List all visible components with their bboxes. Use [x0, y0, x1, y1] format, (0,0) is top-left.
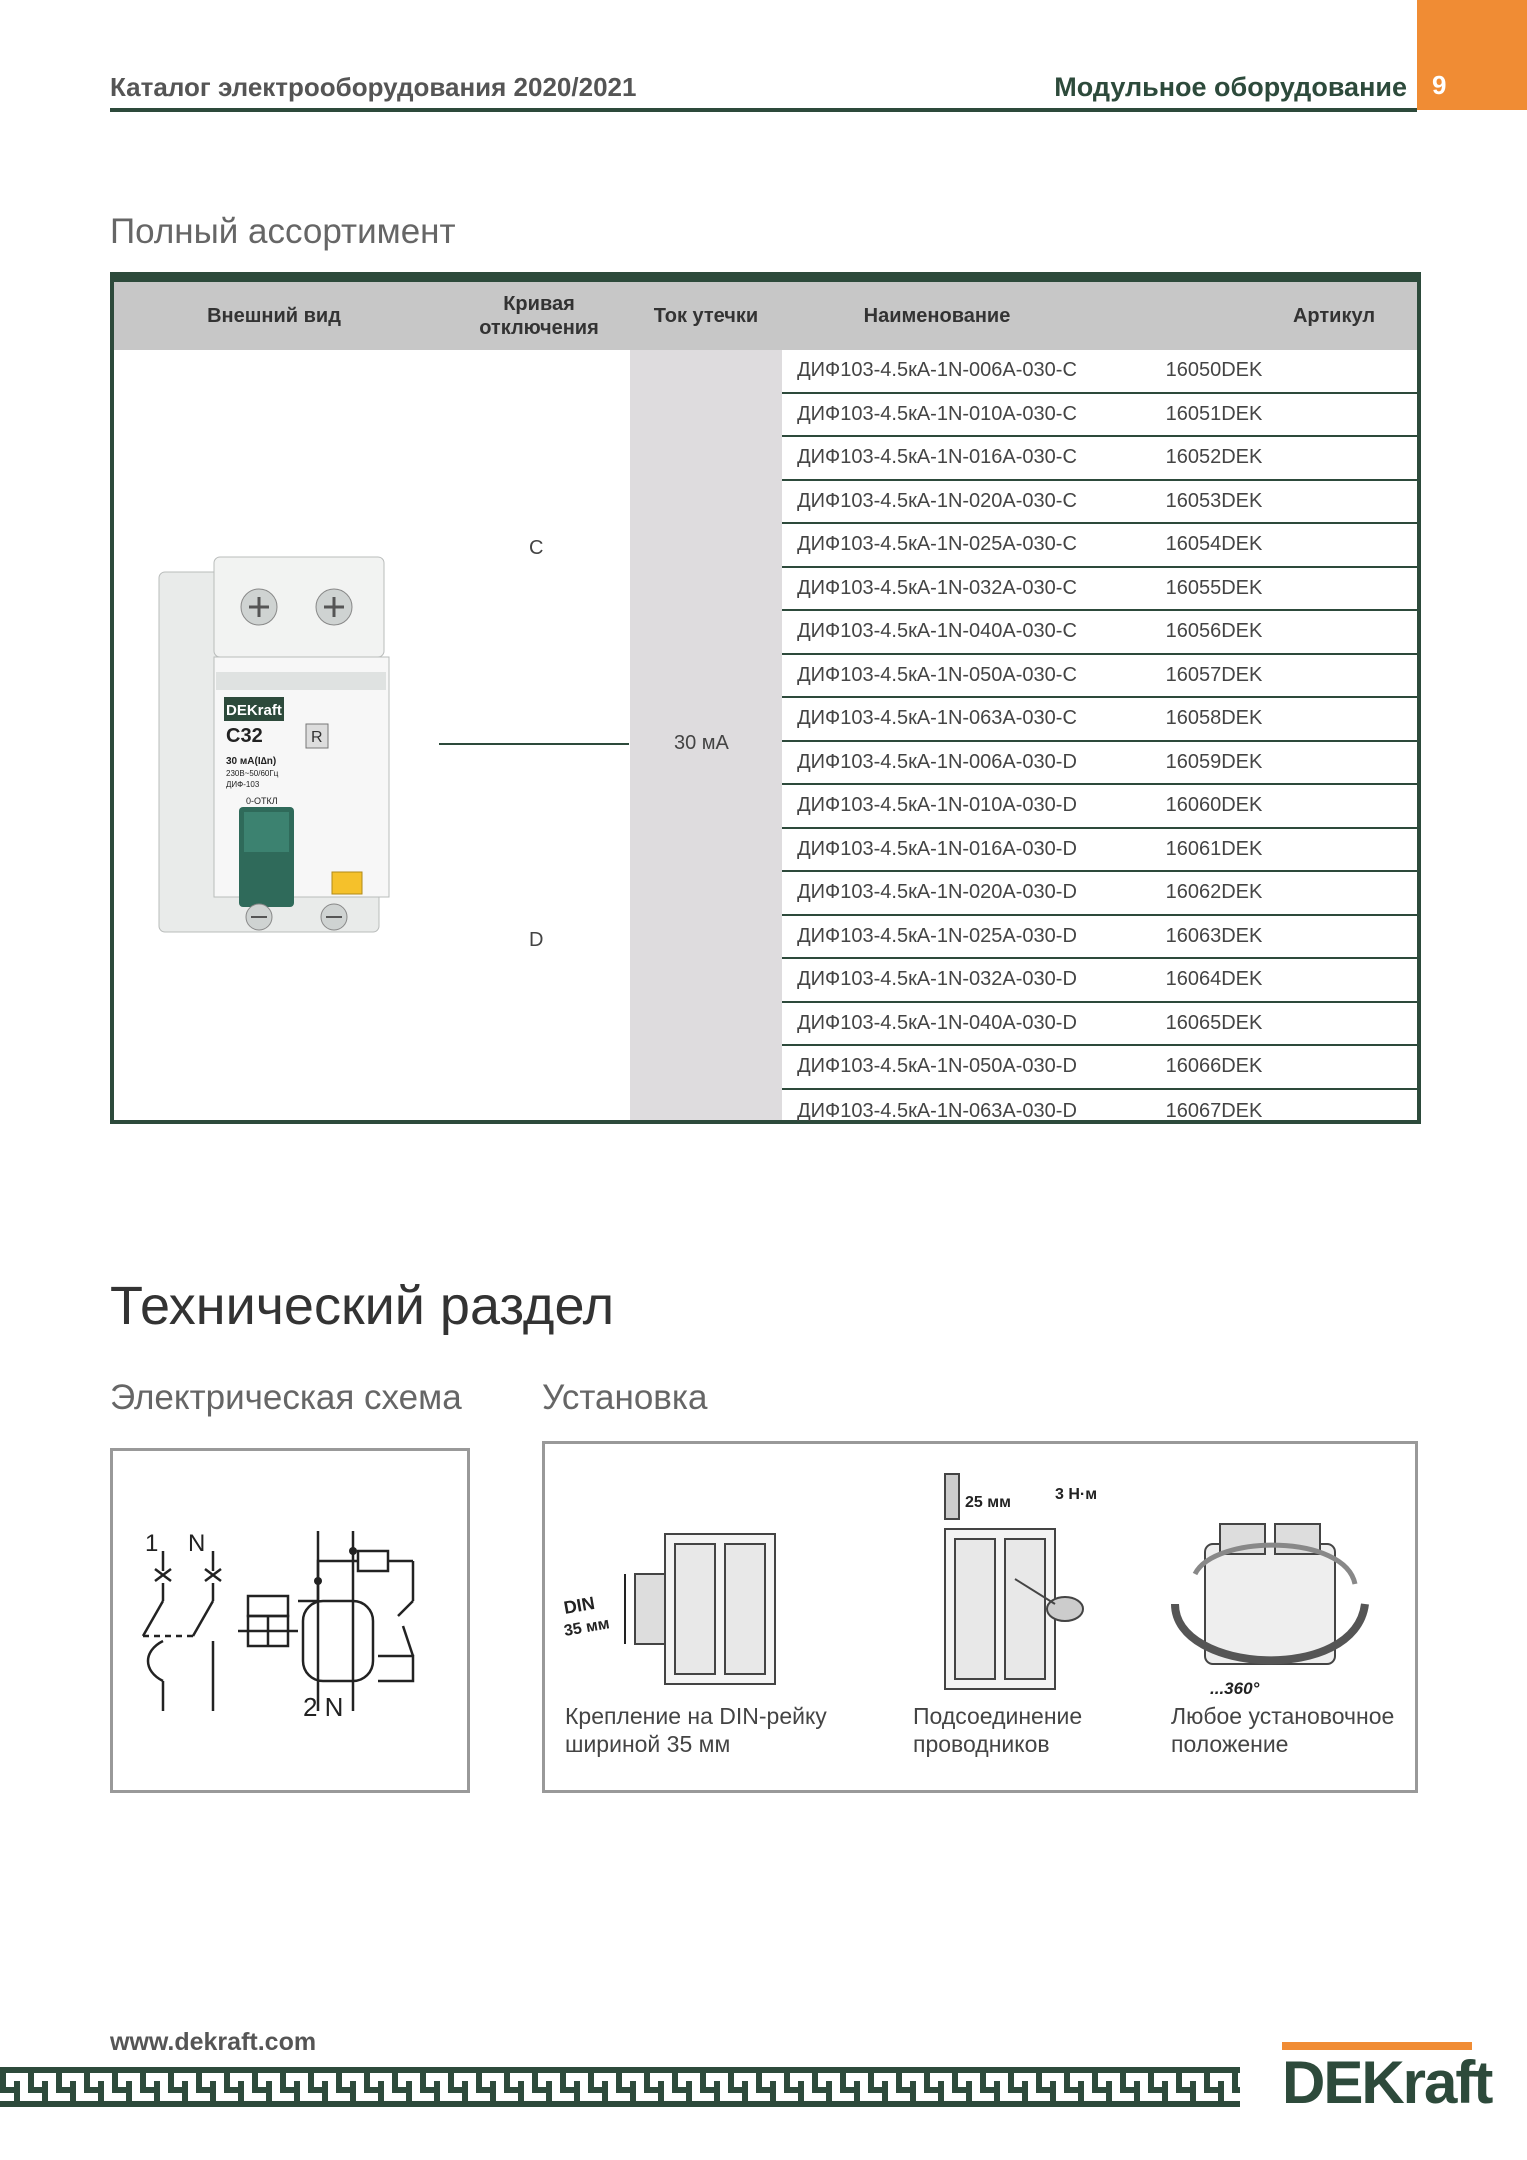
table-row: ДИФ103-4.5кА-1N-063A-030-D 16067DEK: [797, 1099, 1263, 1122]
table-row: ДИФ103-4.5кА-1N-010A-030-C 16051DEK: [782, 394, 1417, 438]
table-row: ДИФ103-4.5кА-1N-032A-030-D 16064DEK: [782, 959, 1417, 1003]
table-row: ДИФ103-4.5кА-1N-010A-030-D 16060DEK: [782, 785, 1417, 829]
table-row: ДИФ103-4.5кА-1N-020A-030-D 16062DEK: [782, 872, 1417, 916]
assortment-title: Полный ассортимент: [110, 212, 456, 251]
dekraft-logo: DEKraft: [1282, 2049, 1492, 2116]
table-row: ДИФ103-4.5кА-1N-006A-030-D 16059DEK: [782, 742, 1417, 786]
din-rail-illustration: [555, 1504, 815, 1704]
table-header: [114, 282, 1417, 350]
table-row: ДИФ103-4.5кА-1N-040A-030-D 16065DEK: [782, 1003, 1417, 1047]
leakage-value: 30 мА: [674, 732, 729, 754]
din-label: DIN: [562, 1592, 597, 1618]
schema-label-n: N: [188, 1530, 206, 1557]
section-title: Модульное оборудование: [1054, 72, 1407, 102]
footer-url[interactable]: www.dekraft.com: [110, 2028, 317, 2056]
header-rule: [110, 108, 1417, 112]
wire-connection-illustration: [905, 1469, 1125, 1699]
table-row: ДИФ103-4.5кА-1N-016A-030-D 16061DEK: [782, 829, 1417, 873]
device-brand: DEKraft: [226, 702, 282, 719]
technical-title: Технический раздел: [110, 1276, 615, 1336]
th-article: Артикул: [1292, 305, 1376, 327]
table-row: ДИФ103-4.5кА-1N-063A-030-C 16058DEK: [782, 698, 1417, 742]
table-row: ДИФ103-4.5кА-1N-040A-030-C 16056DEK: [782, 611, 1417, 655]
device-spec: 230В~50/60Гц: [226, 769, 279, 778]
device-switch-label: 0-ОТКЛ: [246, 796, 278, 806]
th-curve: Кривая отключения: [479, 293, 599, 339]
device-rating: 30 мА(I∆n): [226, 756, 277, 767]
device-series: ДИФ-103: [226, 780, 260, 789]
curve-divider: [439, 743, 629, 745]
table-row: ДИФ103-4.5кА-1N-032A-030-C 16055DEK: [782, 568, 1417, 612]
footer-greek-pattern: [0, 2067, 1240, 2107]
curve-d: D: [529, 929, 544, 951]
caption-wires: Подсоединение проводников: [913, 1703, 1083, 1757]
wire-length-label: 25 мм: [965, 1494, 1011, 1511]
schema-label-bottom: 2 N: [303, 1692, 344, 1722]
install-title: Установка: [542, 1378, 708, 1417]
torque-label: 3 Н·м: [1055, 1486, 1098, 1503]
table-row: ДИФ103-4.5кА-1N-020A-030-C 16053DEK: [782, 481, 1417, 525]
table-row: ДИФ103-4.5кА-1N-050A-030-D 16066DEK: [782, 1046, 1417, 1090]
install-box: [542, 1441, 1418, 1793]
curve-c: C: [529, 537, 544, 559]
th-appearance: Внешний вид: [207, 305, 341, 327]
table-row: ДИФ103-4.5кА-1N-016A-030-C 16052DEK: [782, 437, 1417, 481]
caption-din: Крепление на DIN-рейку шириной 35 мм: [565, 1703, 827, 1757]
table-row: ДИФ103-4.5кА-1N-025A-030-D 16063DEK: [782, 916, 1417, 960]
electrical-schema-diagram: [113, 1451, 467, 1790]
catalog-title: Каталог электрооборудования 2020/2021: [110, 72, 637, 102]
din-width-label: 35 мм: [562, 1615, 611, 1640]
table-row: ДИФ103-4.5кА-1N-006A-030-C 16050DEK: [782, 350, 1417, 394]
schema-label-1: 1: [145, 1530, 159, 1557]
device-image: [154, 552, 414, 952]
assortment-table: [110, 272, 1421, 1124]
device-model: C32: [226, 725, 263, 747]
th-name: Наименование: [863, 305, 1011, 327]
th-leakage: Ток утечки: [653, 305, 759, 327]
page-number: 9: [1432, 70, 1447, 100]
rotation-illustration: [1155, 1514, 1385, 1704]
table-row: ДИФ103-4.5кА-1N-025A-030-C 16054DEK: [782, 524, 1417, 568]
device-test-button: R: [311, 729, 323, 746]
caption-position: Любое установочное положение: [1171, 1703, 1395, 1757]
rotation-label: ...360°: [1210, 1679, 1260, 1698]
schema-title: Электрическая схема: [110, 1378, 462, 1417]
table-row: ДИФ103-4.5кА-1N-050A-030-C 16057DEK: [782, 655, 1417, 699]
schema-box: [110, 1448, 470, 1793]
